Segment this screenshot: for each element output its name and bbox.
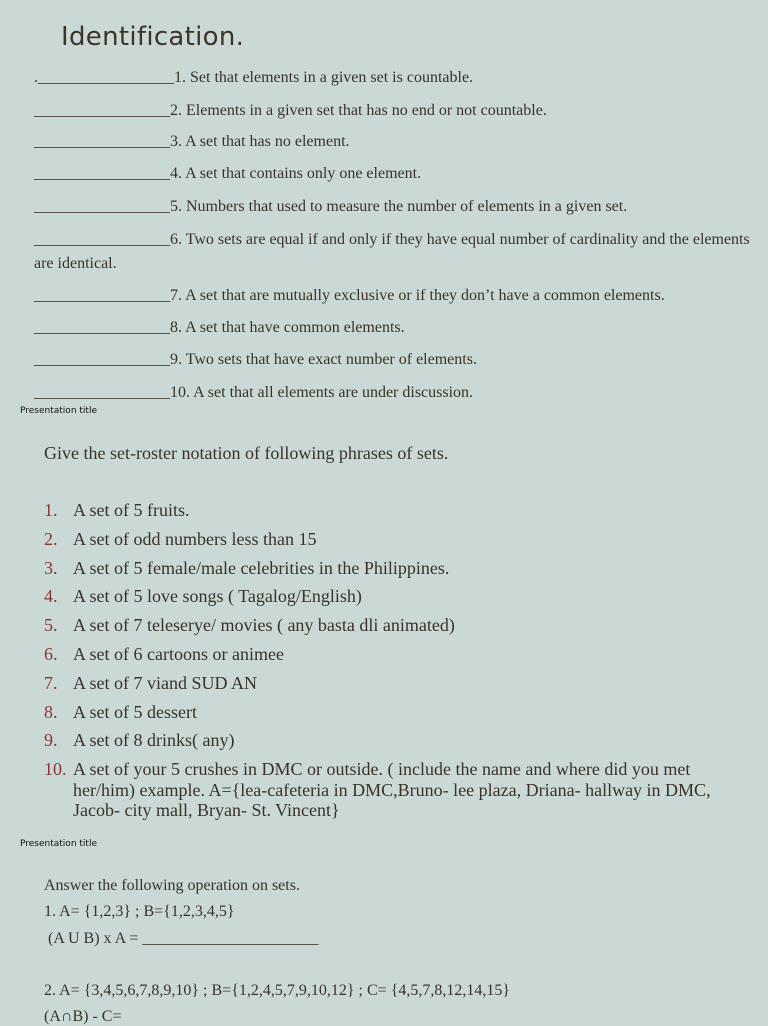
item-text: 7. A set that are mutually exclusive or if they don’t have a common elements. xyxy=(170,287,665,304)
identification-item-7 xyxy=(34,284,756,308)
answer-blank[interactable]: _________________ xyxy=(34,102,170,119)
question-2-expression[interactable]: (A∩B) - C= xyxy=(44,1008,122,1025)
item-text: 8. A set that have common elements. xyxy=(170,319,405,336)
item-number: 3. xyxy=(44,557,58,578)
item-text: A set of 5 dessert xyxy=(73,701,197,722)
list-item xyxy=(44,500,724,521)
item-text: 6. Two sets are equal if and only if they have equal number of cardinality and the elements are identical. xyxy=(34,231,750,272)
item-text: 4. A set that contains only one element. xyxy=(170,165,422,182)
list-item xyxy=(44,730,724,751)
item-text: A set of odd numbers less than 15 xyxy=(73,528,317,549)
list-item xyxy=(44,702,724,723)
question-1-expression[interactable]: (A U B) x A = ______________________ xyxy=(44,930,319,947)
item-text: A set of your 5 crushes in DMC or outside. ( include the name and where did you met her/him) example. A={lea-cafeteria in DMC,Bruno- lee plaza, Driana- hallway in DMC, Jacob- city mall, Bryan- St. Vincent} xyxy=(73,759,711,821)
answer-blank[interactable]: _________________ xyxy=(34,287,170,304)
question-1-sets: 1. A= {1,2,3} ; B={1,2,3,4,5} xyxy=(44,903,235,920)
identification-item-6 xyxy=(34,228,756,276)
item-number: 7. xyxy=(44,672,58,693)
answer-blank[interactable]: _________________ xyxy=(34,351,170,368)
list-item xyxy=(44,644,724,665)
item-text: A set of 6 cartoons or animee xyxy=(73,643,284,664)
identification-item-8 xyxy=(34,316,756,340)
list-item xyxy=(44,529,724,550)
list-item xyxy=(44,673,724,694)
answer-blank[interactable]: ._________________ xyxy=(34,69,174,86)
answer-blank[interactable]: _________________ xyxy=(34,165,170,182)
identification-item-4 xyxy=(34,162,756,186)
identification-item-2 xyxy=(34,99,756,123)
answer-blank[interactable]: _________________ xyxy=(34,319,170,336)
answer-blank[interactable]: _________________ xyxy=(34,384,170,401)
operations-instruction: Answer the following operation on sets. xyxy=(44,877,300,894)
slide-label: Presentation title xyxy=(20,839,97,849)
item-number: 2. xyxy=(44,528,58,549)
item-text: 3. A set that has no element. xyxy=(170,133,350,150)
item-text: A set of 7 viand SUD AN xyxy=(73,672,257,693)
identification-item-1 xyxy=(34,66,756,90)
list-item xyxy=(44,586,724,607)
identification-item-9 xyxy=(34,348,756,372)
question-2-sets: 2. A= {3,4,5,6,7,8,9,10} ; B={1,2,4,5,7,9,10,12} ; C= {4,5,7,8,12,14,15} xyxy=(44,982,511,999)
identification-item-5 xyxy=(34,195,756,219)
item-text: 10. A set that all elements are under discussion. xyxy=(170,384,474,401)
item-number: 10. xyxy=(44,759,67,780)
answer-blank[interactable]: _________________ xyxy=(34,133,170,150)
item-text: A set of 7 teleserye/ movies ( any basta dli animated) xyxy=(73,615,455,636)
roster-list xyxy=(44,500,724,829)
item-number: 6. xyxy=(44,643,58,664)
item-text: 9. Two sets that have exact number of elements. xyxy=(170,351,477,368)
identification-item-10 xyxy=(34,381,756,405)
item-text: A set of 5 love songs ( Tagalog/English) xyxy=(73,586,362,607)
list-item xyxy=(44,558,724,579)
item-number: 4. xyxy=(44,586,58,607)
answer-blank[interactable]: _________________ xyxy=(34,231,170,248)
item-text: A set of 8 drinks( any) xyxy=(73,730,235,751)
item-text: A set of 5 fruits. xyxy=(73,500,190,520)
slide-label: Presentation title xyxy=(20,406,97,416)
item-text: 5. Numbers that used to measure the number of elements in a given set. xyxy=(170,198,628,215)
identification-item-3 xyxy=(34,130,756,154)
list-item xyxy=(44,615,724,636)
item-text: 2. Elements in a given set that has no end or not countable. xyxy=(170,102,547,119)
item-text: 1. Set that elements in a given set is countable. xyxy=(174,69,474,86)
page-title: Identification. xyxy=(61,22,245,52)
item-text: A set of 5 female/male celebrities in the Philippines. xyxy=(73,557,450,578)
item-number: 1. xyxy=(44,500,58,520)
answer-blank[interactable]: _________________ xyxy=(34,198,170,215)
item-number: 9. xyxy=(44,730,58,751)
list-item xyxy=(44,759,724,821)
item-number: 5. xyxy=(44,615,58,636)
roster-instruction: Give the set-roster notation of following phrases of sets. xyxy=(44,443,449,463)
item-number: 8. xyxy=(44,701,58,722)
